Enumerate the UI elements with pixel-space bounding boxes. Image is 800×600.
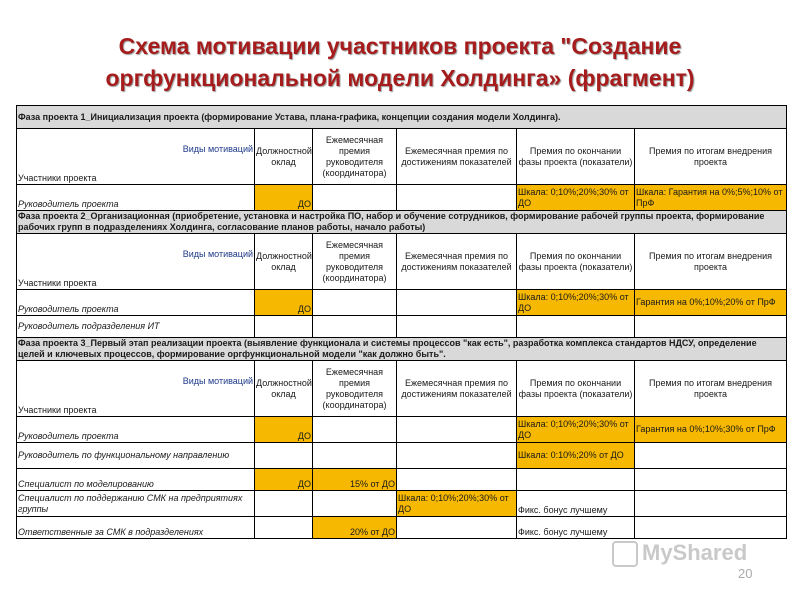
table-row xyxy=(17,469,787,491)
faza-cell xyxy=(517,469,635,491)
faza-cell: Шкала: 0:10%;20% от ДО xyxy=(517,443,635,469)
oklad-header: Должностной оклад xyxy=(255,129,313,185)
premia-itog-header: Премия по итогам внедрения проекта xyxy=(635,129,787,185)
premia-dost-header: Ежемесячная премия по достижениям показателей xyxy=(397,129,517,185)
participants-label: Участники проекта xyxy=(18,278,97,288)
faza-cell: Фикс. бонус лучшему xyxy=(517,517,635,539)
participant-name: Руководитель по функциональному направлению xyxy=(17,443,255,469)
phase-1-title: Фаза проекта 1_Инициализация проекта (формирование Устава, плана-графика, концепции создания модели Холдинга). xyxy=(17,106,787,129)
premia-ruk-header: Ежемесячная премия руководителя (координатора) xyxy=(313,361,397,417)
faza-cell: Шкала: 0;10%;20%;30% от ДО xyxy=(517,185,635,211)
presentation-icon xyxy=(612,541,638,567)
dost-cell: Шкала: 0;10%;20%;30% от ДО xyxy=(397,491,517,517)
page-title: Схема мотивации участников проекта "Создание оргфункциональной модели Холдинга» (фрагмент) xyxy=(105,33,695,91)
itog-cell: Гарантия на 0%;10%;20% от ПрФ xyxy=(635,290,787,316)
itog-cell xyxy=(635,469,787,491)
itog-cell: Гарантия на 0%;10%;30% от ПрФ xyxy=(635,417,787,443)
ruk-cell xyxy=(313,185,397,211)
ruk-cell: 20% от ДО xyxy=(313,517,397,539)
motivation-types-label: Виды мотиваций xyxy=(182,249,253,259)
motivation-types-label: Виды мотиваций xyxy=(182,144,253,154)
header-cell xyxy=(17,234,255,290)
motivation-table xyxy=(16,105,787,539)
watermark-text: MyShared xyxy=(642,540,748,565)
header-cell xyxy=(17,129,255,185)
dost-cell xyxy=(397,316,517,338)
dost-cell xyxy=(397,290,517,316)
participant-name: Специалист по моделированию xyxy=(17,469,255,491)
participant-name: Руководитель проекта xyxy=(17,290,255,316)
oklad-header: Должностной оклад xyxy=(255,361,313,417)
table-row xyxy=(17,185,787,211)
watermark xyxy=(612,540,747,567)
dost-cell xyxy=(397,417,517,443)
participant-name: Руководитель проекта xyxy=(17,185,255,211)
table-row xyxy=(17,417,787,443)
participants-label: Участники проекта xyxy=(18,405,97,415)
ruk-cell xyxy=(313,417,397,443)
premia-itog-header: Премия по итогам внедрения проекта xyxy=(635,234,787,290)
premia-itog-header: Премия по итогам внедрения проекта xyxy=(635,361,787,417)
ruk-cell: 15% от ДО xyxy=(313,469,397,491)
premia-dost-header: Ежемесячная премия по достижениям показателей xyxy=(397,234,517,290)
phase-3-title: Фаза проекта 3_Первый этап реализации проекта (выявление функционала и системы процессов "как есть", разработка комплекса стандартов НДСУ, определение целей и ключевых процессов, формирование оргфункциональной модели "как должно быть". xyxy=(17,338,787,361)
participant-name: Ответственные за СМК в подразделениях xyxy=(17,517,255,539)
faza-cell: Фикс. бонус лучшему xyxy=(517,491,635,517)
oklad-cell: ДО xyxy=(255,290,313,316)
premia-ruk-header: Ежемесячная премия руководителя (координатора) xyxy=(313,129,397,185)
dost-cell xyxy=(397,517,517,539)
table-row xyxy=(17,443,787,469)
oklad-cell: ДО xyxy=(255,417,313,443)
ruk-cell xyxy=(313,290,397,316)
table-row xyxy=(17,316,787,338)
motivation-types-label: Виды мотиваций xyxy=(182,376,253,386)
premia-faza-header: Премия по окончании фазы проекта (показатели) xyxy=(517,361,635,417)
itog-cell xyxy=(635,517,787,539)
participant-name: Руководитель подразделения ИТ xyxy=(17,316,255,338)
dost-cell xyxy=(397,185,517,211)
table-row xyxy=(17,491,787,517)
faza-cell: Шкала: 0;10%;20%;30% от ДО xyxy=(517,290,635,316)
itog-cell xyxy=(635,316,787,338)
premia-ruk-header: Ежемесячная премия руководителя (координатора) xyxy=(313,234,397,290)
faza-cell: Шкала: 0;10%;20%;30% от ДО xyxy=(517,417,635,443)
premia-faza-header: Премия по окончании фазы проекта (показатели) xyxy=(517,234,635,290)
oklad-cell: ДО xyxy=(255,185,313,211)
ruk-cell xyxy=(313,491,397,517)
oklad-cell xyxy=(255,316,313,338)
header-cell xyxy=(17,361,255,417)
oklad-cell: ДО xyxy=(255,469,313,491)
participant-name: Специалист по поддержанию СМК на предприятиях группы xyxy=(17,491,255,517)
itog-cell xyxy=(635,443,787,469)
table-row xyxy=(17,517,787,539)
oklad-cell xyxy=(255,517,313,539)
ruk-cell xyxy=(313,443,397,469)
itog-cell xyxy=(635,491,787,517)
phase-2-title: Фаза проекта 2_Организационная (приобретение, установка и настройка ПО, набор и обучение сотрудников, формирование рабочей группы проекта, формирование рабочих групп в подразделениях Холдинга, согласование планов работы, начало работы) xyxy=(17,211,787,234)
itog-cell: Шкала: Гарантия на 0%;5%;10% от ПрФ xyxy=(635,185,787,211)
ruk-cell xyxy=(313,316,397,338)
premia-dost-header: Ежемесячная премия по достижениям показателей xyxy=(397,361,517,417)
oklad-header: Должностной оклад xyxy=(255,234,313,290)
participant-name: Руководитель проекта xyxy=(17,417,255,443)
dost-cell xyxy=(397,443,517,469)
oklad-cell xyxy=(255,491,313,517)
table-row xyxy=(17,290,787,316)
dost-cell xyxy=(397,469,517,491)
oklad-cell xyxy=(255,443,313,469)
premia-faza-header: Премия по окончании фазы проекта (показатели) xyxy=(517,129,635,185)
participants-label: Участники проекта xyxy=(18,173,97,183)
faza-cell xyxy=(517,316,635,338)
page-number: 20 xyxy=(738,566,753,581)
